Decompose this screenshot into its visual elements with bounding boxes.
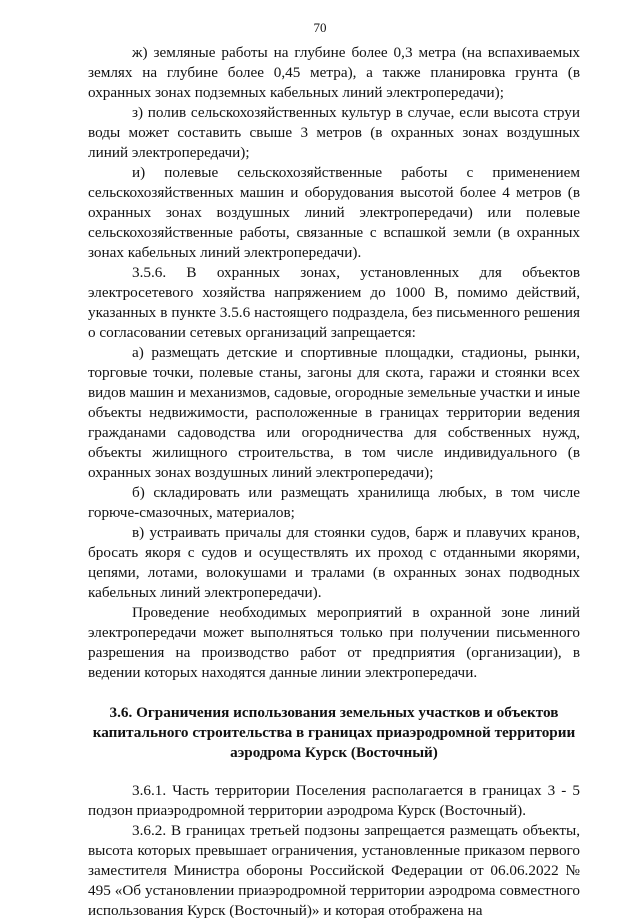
paragraph-3-6-2: 3.6.2. В границах третьей подзоны запрещается размещать объекты, высота которых превышает ограничения, установленные приказом первого заместителя Министра обороны Российской Федерации от 06.06.2022 № 495 «Об установлении приаэродромной территории аэродрома совместного использования Курск (Восточный)» и которая отображена на: [88, 822, 580, 919]
document-body: [88, 43, 580, 921]
paragraph-3-6-1: 3.6.1. Часть территории Поселения располагается в границах 3 - 5 подзон приаэродромной территории аэродрома Курск (Восточный).: [88, 782, 580, 819]
section-heading: 3.6. Ограничения использования земельных участков и объектов капитального строительства в границах приаэродромной территории аэродрома Курск (Восточный): [92, 704, 576, 761]
paragraph-3-5-6: 3.5.6. В охранных зонах, установленных для объектов электросетевого хозяйства напряжением до 1000 В, помимо действий, указанных в пункте 3.5.6 настоящего подраздела, без письменного решения о согласовании сетевых организаций запрещается:: [88, 264, 580, 341]
paragraph-v: в) устраивать причалы для стоянки судов, барж и плавучих кранов, бросать якоря с судов и осуществлять их проход с отданными якорями, цепями, лотами, волокушами и тралами (в охранных зонах подводных кабельных линий электропередачи).: [88, 524, 580, 601]
paragraph-measures: Проведение необходимых мероприятий в охранной зоне линий электропередачи может выполняться только при получении письменного разрешения на производство работ от предприятия (организации), в ведении которых находятся данные линии электропередачи.: [88, 604, 580, 681]
paragraph-z: з) полив сельскохозяйственных культур в случае, если высота струи воды может составить свыше 3 метров (в охранных зонах воздушных линий электропередачи);: [88, 104, 580, 161]
paragraph-zh: ж) земляные работы на глубине более 0,3 метра (на вспахиваемых землях на глубине более 0,45 метра), а также планировка грунта (в охранных зонах подземных кабельных линий электропередачи);: [88, 44, 580, 101]
paragraph-b: б) складировать или размещать хранилища любых, в том числе горюче-смазочных, материалов;: [88, 484, 580, 521]
paragraph-i: и) полевые сельскохозяйственные работы с применением сельскохозяйственных машин и оборудования высотой более 4 метров (в охранных зонах воздушных линий электропередачи) или полевые сельскохозяйственные работы, связанные с вспашкой земли (в охранных зонах кабельных линий электропередачи).: [88, 164, 580, 261]
paragraph-a: а) размещать детские и спортивные площадки, стадионы, рынки, торговые точки, полевые станы, загоны для скота, гаражи и стоянки всех видов машин и механизмов, садовые, огородные земельные участки и иные объекты недвижимости, расположенные в границах территории ведения гражданами садоводства или огородничества для собственных нужд, объекты жилищного строительства, в том числе индивидуального (в охранных зонах воздушных линий электропередачи);: [88, 344, 580, 481]
page-number: 70: [313, 20, 327, 35]
